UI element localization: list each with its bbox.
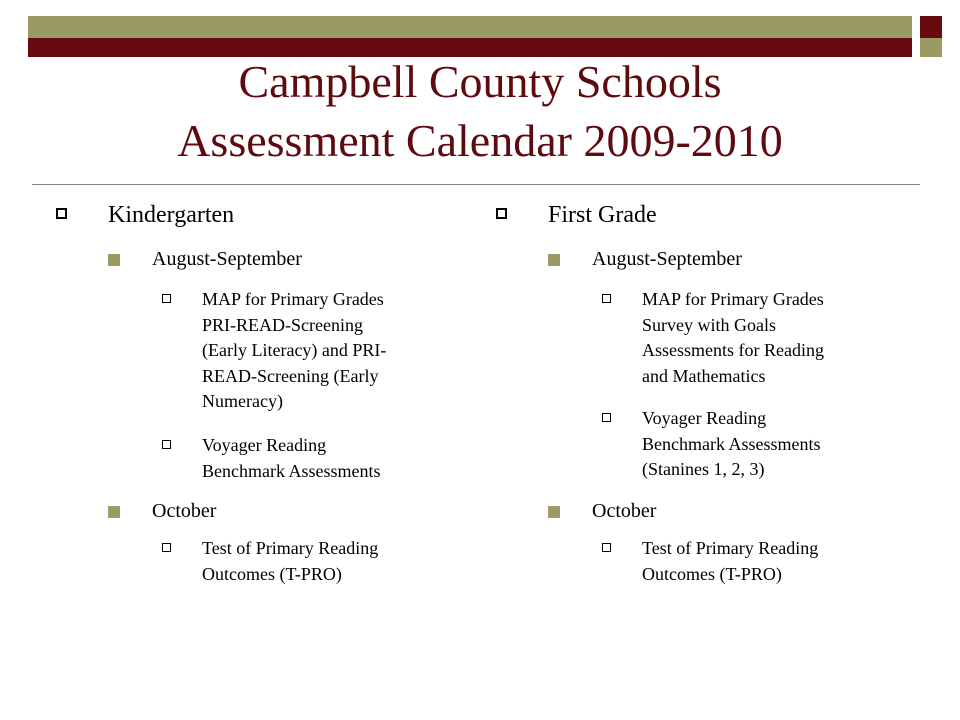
filled-square-bullet-icon	[108, 506, 120, 518]
filled-square-bullet-icon	[548, 506, 560, 518]
hollow-square-bullet-icon	[602, 543, 611, 552]
hollow-square-bullet-icon	[56, 208, 67, 219]
title-line-2: Assessment Calendar 2009-2010	[177, 115, 783, 166]
slide-title	[40, 52, 920, 170]
hollow-square-bullet-icon	[602, 294, 611, 303]
hollow-square-bullet-icon	[496, 208, 507, 219]
corner-square-maroon	[920, 16, 942, 38]
title-line-1: Campbell County Schools	[238, 56, 722, 107]
title-divider	[32, 184, 920, 185]
filled-square-bullet-icon	[108, 254, 120, 266]
hollow-square-bullet-icon	[162, 440, 171, 449]
filled-square-bullet-icon	[548, 254, 560, 266]
hollow-square-bullet-icon	[162, 294, 171, 303]
corner-square-olive	[920, 38, 942, 57]
hollow-square-bullet-icon	[602, 413, 611, 422]
hollow-square-bullet-icon	[162, 543, 171, 552]
header-bar-olive	[28, 16, 912, 38]
